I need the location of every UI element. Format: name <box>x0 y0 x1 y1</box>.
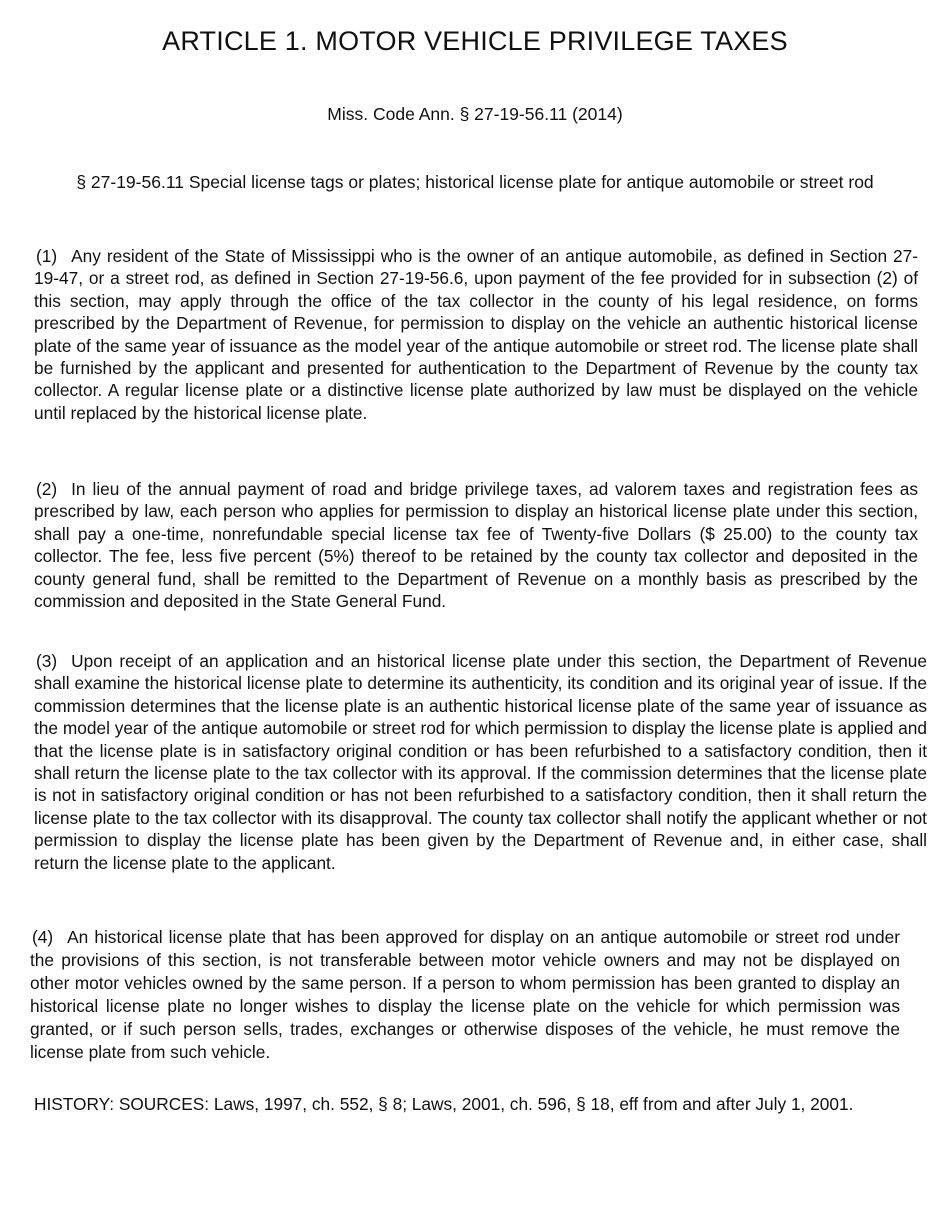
paragraph-3-text: Upon receipt of an application and an historical license plate under this section, the Department of Revenue shall examine the historical license plate to determine its authenticity, its condition and its original year of issue. If the commission determines that the license plate is an authentic historical license plate of the same year of issuance as the model year of the antique automobile or street rod for which permission to display the license plate is applied and that the license plate is in satisfactory original condition or has been refurbished to a satisfactory condition, then it shall return the license plate to the tax collector with its approval. If the commission determines that the license plate is not in satisfactory original condition or has not been refurbished to a satisfactory condition, then it shall return the license plate to the tax collector with its disapproval. The county tax collector shall notify the applicant whether or not permission to display the license plate has been given by the Department of Revenue and, in either case, shall return the license plate to the applicant. <box>34 651 927 873</box>
paragraph-4-number: (4) <box>32 927 54 947</box>
paragraph-1-text: Any resident of the State of Mississippi who is the owner of an antique automobile, as defined in Section 27-19-47, or a street rod, as defined in Section 27-19-56.6, upon payment of the fee provided for in subsection (2) of this section, may apply through the office of the tax collector in the county of his legal residence, on forms prescribed by the Department of Revenue, for permission to display on the vehicle an authentic historical license plate of the same year of issuance as the model year of the antique automobile or street rod. The license plate shall be furnished by the applicant and presented for authentication to the Department of Revenue by the county tax collector. A regular license plate or a distinctive license plate authorized by law must be displayed on the vehicle until replaced by the historical license plate. <box>34 246 918 423</box>
paragraph-3 <box>34 650 927 874</box>
paragraph-4-text: An historical license plate that has been approved for display on an antique automobile or street rod under the provisions of this section, is not transferable between motor vehicle owners and may not be displayed on other motor vehicles owned by the same person. If a person to whom permission has been granted to display an historical license plate no longer wishes to display the license plate on the vehicle for which permission was granted, or if such person sells, trades, exchanges or otherwise disposes of the vehicle, he must remove the license plate from such vehicle. <box>30 927 900 1062</box>
paragraph-3-number: (3) <box>36 651 58 671</box>
paragraph-1-number: (1) <box>36 246 58 266</box>
section-heading: § 27-19-56.11 Special license tags or plates; historical license plate for antique automobile or street rod <box>76 172 874 192</box>
code-citation: Miss. Code Ann. § 27-19-56.11 (2014) <box>327 104 623 124</box>
article-title: ARTICLE 1. MOTOR VEHICLE PRIVILEGE TAXES <box>162 26 788 56</box>
paragraph-2-number: (2) <box>36 479 58 499</box>
paragraph-2 <box>34 478 918 612</box>
history-note: HISTORY: SOURCES: Laws, 1997, ch. 552, § 8; Laws, 2001, ch. 596, § 18, eff from and after July 1, 2001. <box>34 1094 854 1114</box>
paragraph-2-text: In lieu of the annual payment of road and bridge privilege taxes, ad valorem taxes and registration fees as prescribed by law, each person who applies for permission to display an historical license plate under this section, shall pay a one-time, nonrefundable special license tax fee of Twenty-five Dollars ($ 25.00) to the county tax collector. The fee, less five percent (5%) thereof to be retained by the county tax collector and deposited in the county general fund, shall be remitted to the Department of Revenue on a monthly basis as prescribed by the commission and deposited in the State General Fund. <box>34 479 918 612</box>
paragraph-4 <box>30 926 900 1064</box>
paragraph-1 <box>34 245 918 424</box>
